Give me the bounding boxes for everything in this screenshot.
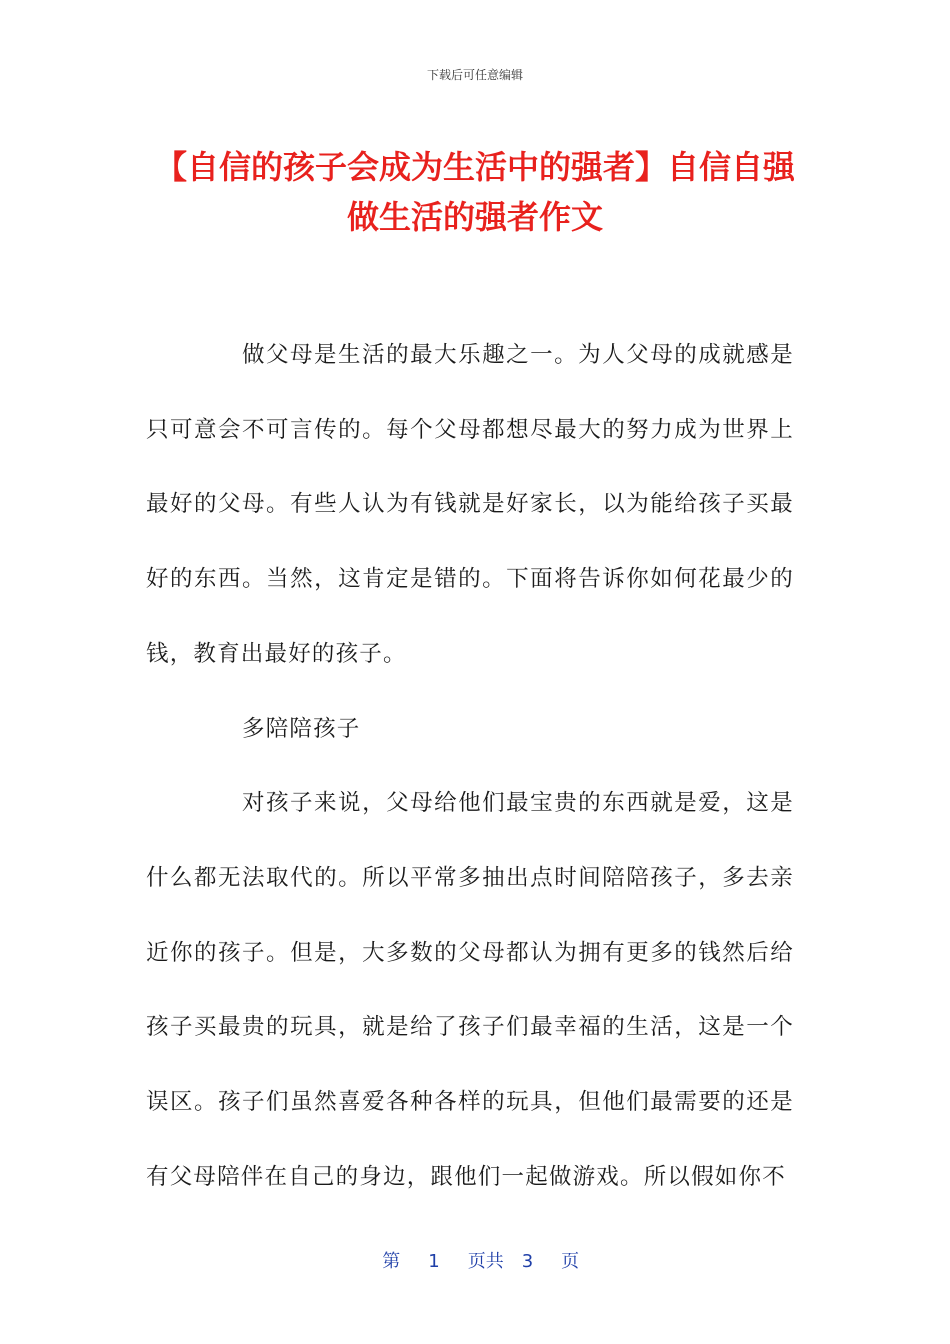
paragraph-accompany: 对孩子来说，父母给他们最宝贵的东西就是爱，这是什么都无法取代的。所以平常多抽出点时间陪陪孩子，多去亲近你的孩子。但是，大多数的父母都认为拥有更多的钱然后给孩子买最贵的玩具，就是给了孩子们最幸福的生活，这是一个误区。孩子们虽然喜爱各种各样的玩具，但他们最需要的还是有父母陪伴在自己的身边，跟他们一起做游戏。所以假如你不 [146,790,794,1190]
footer-suffix: 页 [561,1251,580,1272]
paragraph-intro: 做父母是生活的最大乐趣之一。为人父母的成就感是只可意会不可言传的。每个父母都想尽最大的努力成为世界上最好的父母。有些人认为有钱就是好家长，以为能给孩子买最好的东西。当然，这肯定是错的。下面将告诉你如何花最少的钱，教育出最好的孩子。 [146,342,794,667]
document-body [146,318,794,1214]
footer-total-pages: 3 [521,1251,534,1272]
document-title: 【自信的孩子会成为生活中的强者】自信自强做生活的强者作文 [154,148,795,236]
footer-middle: 页共 [467,1251,504,1272]
page-footer [0,1226,950,1273]
footer-current-page: 1 [428,1251,440,1272]
footer-prefix: 第 [382,1251,401,1272]
header-note: 下载后可任意编辑 [426,68,523,82]
section-heading: 多陪陪孩子 [242,715,361,742]
